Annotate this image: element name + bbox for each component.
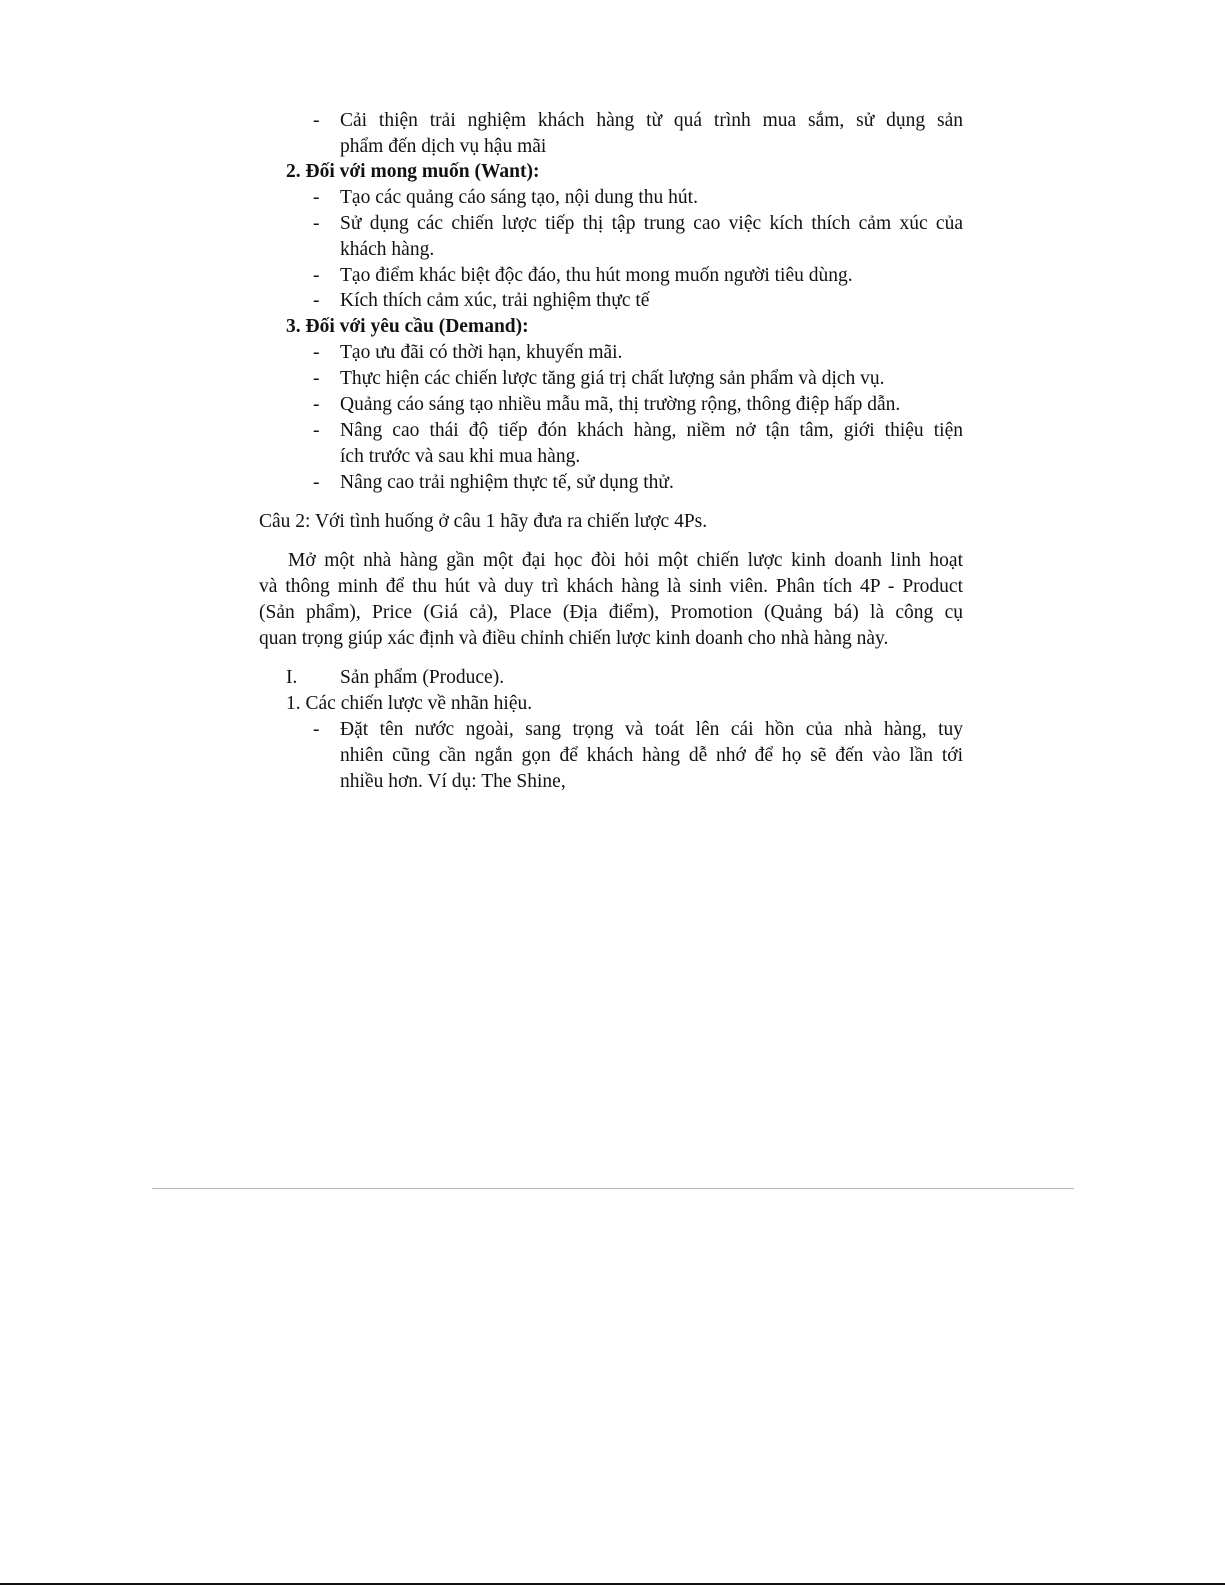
list-marker: - [313, 110, 320, 131]
section-title-product: Sản phẩm (Produce). [340, 667, 505, 688]
bullet-text: Cải thiện trải nghiệm khách hàng từ quá trình mua sắm, sử dụng sản [340, 110, 963, 131]
list-marker: - [313, 719, 320, 740]
list-marker: - [313, 213, 320, 234]
bullet-text: Tạo ưu đãi có thời hạn, khuyến mãi. [340, 342, 623, 363]
list-marker: - [313, 368, 320, 389]
bullet-text: Đặt tên nước ngoài, sang trọng và toát lên cái hồn của nhà hàng, tuy [340, 719, 963, 740]
list-marker: - [313, 394, 320, 415]
list-marker: - [313, 187, 320, 208]
bullet-text: Tạo các quảng cáo sáng tạo, nội dung thu hút. [340, 187, 698, 208]
section-heading-want: 2. Đối với mong muốn (Want): [286, 161, 540, 182]
bullet-text: Sử dụng các chiến lược tiếp thị tập trung cao việc kích thích cảm xúc của [340, 213, 963, 234]
list-marker: - [313, 265, 320, 286]
bullet-text-continuation: ích trước và sau khi mua hàng. [340, 446, 581, 467]
sub-heading-brand: 1. Các chiến lược về nhãn hiệu. [286, 693, 533, 714]
question-heading: Câu 2: Với tình huống ở câu 1 hãy đưa ra chiến lược 4Ps. [259, 511, 708, 532]
bullet-text: Nâng cao thái độ tiếp đón khách hàng, niềm nở tận tâm, giới thiệu tiện [340, 420, 963, 441]
paragraph-line: quan trọng giúp xác định và điều chỉnh chiến lược kinh doanh cho nhà hàng này. [259, 628, 889, 649]
list-marker: - [313, 342, 320, 363]
list-marker: - [313, 290, 320, 311]
paragraph-line: và thông minh để thu hút và duy trì khách hàng là sinh viên. Phân tích 4P - Product [259, 576, 963, 597]
list-marker: - [313, 472, 320, 493]
roman-numeral: I. [286, 667, 298, 688]
page-divider [152, 1188, 1074, 1189]
bullet-text: Nâng cao trải nghiệm thực tế, sử dụng thử. [340, 472, 674, 493]
bullet-text: Thực hiện các chiến lược tăng giá trị chất lượng sản phẩm và dịch vụ. [340, 368, 885, 389]
bullet-text-continuation: phẩm đến dịch vụ hậu mãi [340, 136, 547, 157]
paragraph-line: (Sản phẩm), Price (Giá cả), Place (Địa điểm), Promotion (Quảng bá) là công cụ [259, 602, 963, 623]
paragraph-line: Mở một nhà hàng gần một đại học đòi hỏi một chiến lược kinh doanh linh hoạt [288, 550, 963, 571]
list-marker: - [313, 420, 320, 441]
bullet-text-continuation: nhiên cũng cần ngắn gọn để khách hàng dễ nhớ để họ sẽ đến vào lần tới [340, 745, 963, 766]
bullet-text-continuation: nhiều hơn. Ví dụ: The Shine, [340, 771, 566, 792]
bullet-text: Quảng cáo sáng tạo nhiều mẫu mã, thị trường rộng, thông điệp hấp dẫn. [340, 394, 901, 415]
section-heading-demand: 3. Đối với yêu cầu (Demand): [286, 316, 529, 337]
bullet-text-continuation: khách hàng. [340, 239, 435, 260]
bullet-text: Tạo điểm khác biệt độc đáo, thu hút mong muốn người tiêu dùng. [340, 265, 853, 286]
bullet-text: Kích thích cảm xúc, trải nghiệm thực tế [340, 290, 650, 311]
